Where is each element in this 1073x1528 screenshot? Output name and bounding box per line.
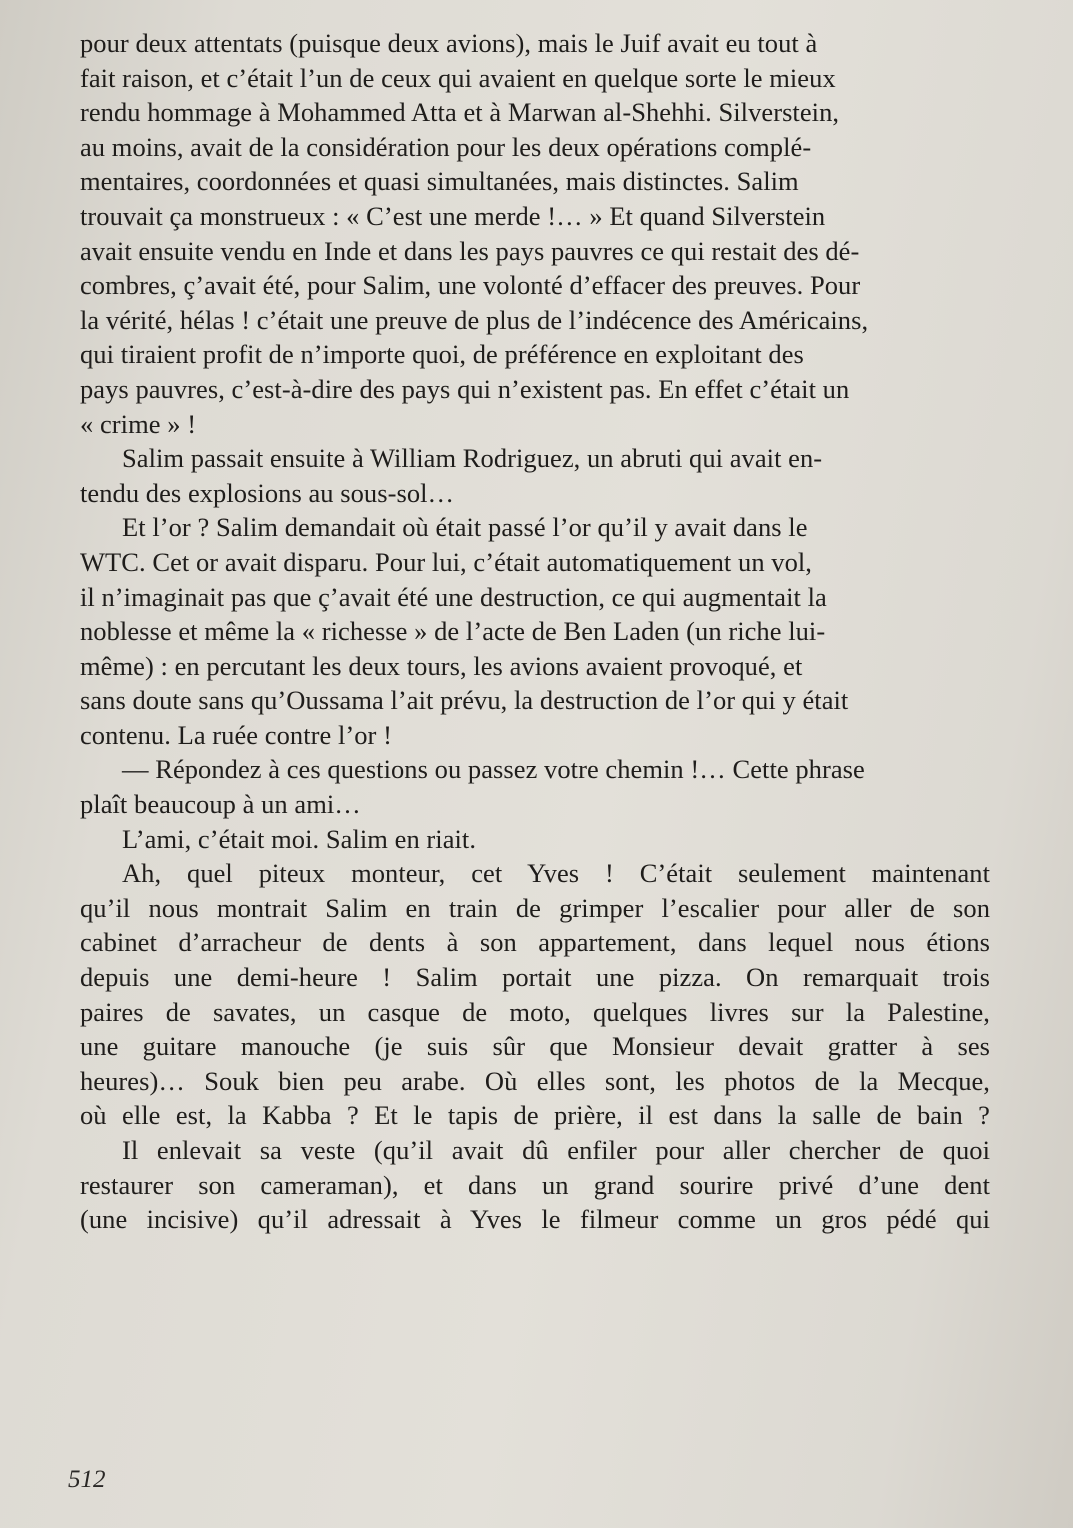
paragraph-5 <box>80 822 990 857</box>
paragraph-3 <box>80 510 990 752</box>
body-text <box>80 26 990 1237</box>
text-line: combres, ç’avait été, pour Salim, une volonté d’effacer des preuves. Pour <box>80 270 861 301</box>
text-line: qui tiraient profit de n’importe quoi, de préférence en exploitant des <box>80 339 804 370</box>
text-line: la vérité, hélas ! c’était une preuve de plus de l’indécence des Américains, <box>80 304 869 335</box>
text-line: trouvait ça monstrueux : « C’est une merde !… » Et quand Silverstein <box>80 200 826 231</box>
text-line: contenu. La ruée contre l’or ! <box>80 719 392 750</box>
text-line: avait ensuite vendu en Inde et dans les pays pauvres ce qui restait des dé- <box>80 235 860 266</box>
paragraph-1 <box>80 26 990 441</box>
paragraph-4 <box>80 752 990 821</box>
text-line: cabinet d’arracheur de dents à son appartement, dans lequel nous étions <box>80 927 990 958</box>
text-line: pays pauvres, c’est-à-dire des pays qui n’existent pas. En effet c’était un <box>80 373 850 404</box>
text-line: « crime » ! <box>80 408 197 439</box>
text-line: WTC. Cet or avait disparu. Pour lui, c’était automatiquement un vol, <box>80 546 812 577</box>
text-line: pour deux attentats (puisque deux avions), mais le Juif avait eu tout à <box>80 28 818 58</box>
text-line: Ah, quel piteux monteur, cet Yves ! C’était seulement maintenant <box>122 858 990 889</box>
text-line: qu’il nous montrait Salim en train de grimper l’escalier pour aller de son <box>80 892 990 923</box>
text-line: une guitare manouche (je suis sûr que Monsieur devait gratter à ses <box>80 1031 990 1062</box>
text-line: restaurer son cameraman), et dans un grand sourire privé d’une dent <box>80 1169 990 1200</box>
text-line: noblesse et même la « richesse » de l’acte de Ben Laden (un riche lui- <box>80 616 826 647</box>
text-line: rendu hommage à Mohammed Atta et à Marwan al-Shehhi. Silverstein, <box>80 97 840 128</box>
text-line: tendu des explosions au sous-sol… <box>80 477 455 508</box>
page-number: 512 <box>68 1466 106 1493</box>
text-line: sans doute sans qu’Oussama l’ait prévu, la destruction de l’or qui y était <box>80 685 849 716</box>
paragraph-6 <box>80 856 990 1133</box>
text-line: — Répondez à ces questions ou passez votre chemin !… Cette phrase <box>122 754 865 785</box>
text-line: paires de savates, un casque de moto, quelques livres sur la Palestine, <box>80 996 990 1027</box>
text-line: (une incisive) qu’il adressait à Yves le filmeur comme un gros pédé qui <box>80 1204 990 1235</box>
text-line: Salim passait ensuite à William Rodriguez, un abruti qui avait en- <box>122 443 823 474</box>
text-line: même) : en percutant les deux tours, les avions avaient provoqué, et <box>80 650 803 681</box>
text-line: L’ami, c’était moi. Salim en riait. <box>122 823 477 854</box>
paragraph-7 <box>80 1133 990 1237</box>
text-line: heures)… Souk bien peu arabe. Où elles sont, les photos de la Mecque, <box>80 1065 990 1096</box>
paragraph-2 <box>80 441 990 510</box>
text-line: depuis une demi-heure ! Salim portait une pizza. On remarquait trois <box>80 962 990 993</box>
text-line: plaît beaucoup à un ami… <box>80 789 361 820</box>
text-line: fait raison, et c’était l’un de ceux qui avaient en quelque sorte le mieux <box>80 62 836 93</box>
text-line: où elle est, la Kabba ? Et le tapis de prière, il est dans la salle de bain ? <box>80 1100 990 1131</box>
text-line: Il enlevait sa veste (qu’il avait dû enfiler pour aller chercher de quoi <box>122 1135 990 1165</box>
text-line: mentaires, coordonnées et quasi simultanées, mais distinctes. Salim <box>80 166 799 197</box>
text-line: Et l’or ? Salim demandait où était passé l’or qu’il y avait dans le <box>122 512 808 543</box>
text-line: il n’imaginait pas que ç’avait été une destruction, ce qui augmentait la <box>80 581 827 612</box>
text-line: au moins, avait de la considération pour les deux opérations complé- <box>80 131 812 162</box>
